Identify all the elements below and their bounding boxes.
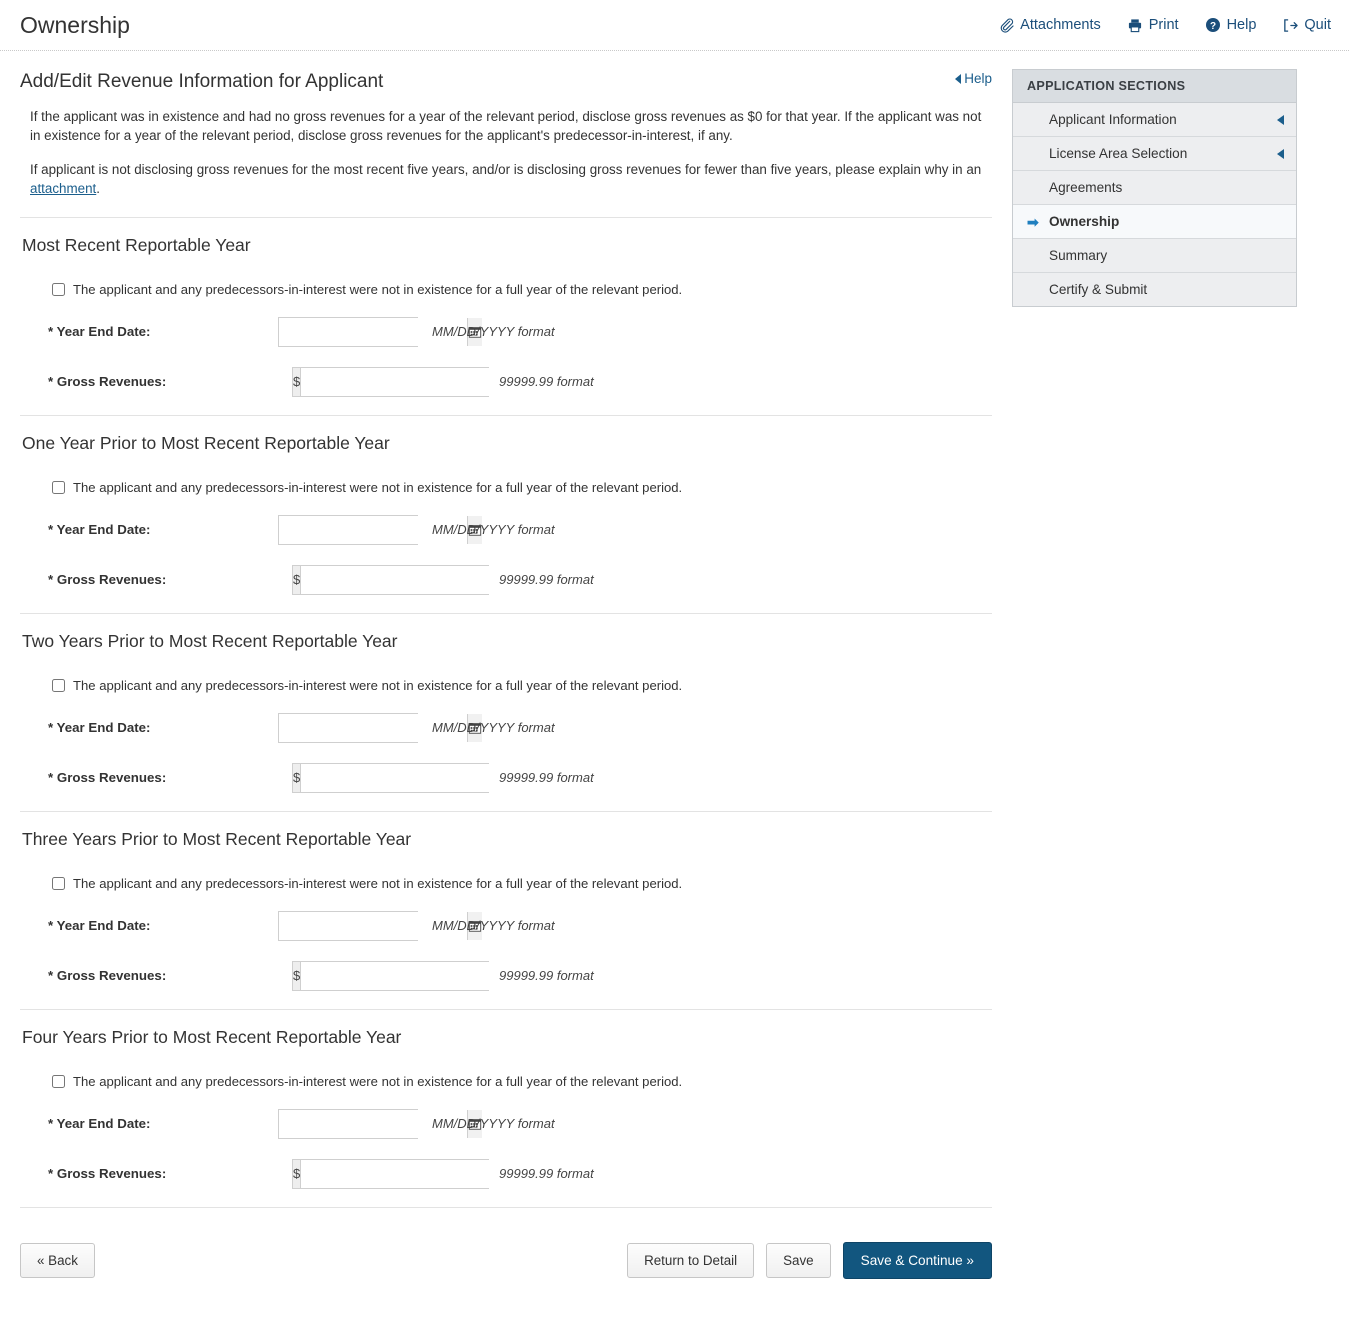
application-sections-panel (1012, 69, 1297, 307)
not-in-existence-row (52, 678, 992, 693)
gross-revenues-input[interactable] (301, 764, 489, 792)
not-in-existence-checkbox[interactable] (52, 481, 65, 494)
gross-revenues-field[interactable] (292, 367, 489, 397)
exit-icon (1282, 18, 1298, 33)
year-block (20, 1010, 992, 1189)
gross-revenues-label: * Gross Revenues: (48, 374, 167, 390)
gross-revenues-label: * Gross Revenues: (48, 770, 167, 786)
attachments-button[interactable] (999, 17, 1101, 33)
currency-prefix: $ (293, 962, 301, 990)
money-format-hint: 99999.99 format (499, 1166, 594, 1182)
year-end-date-label: * Year End Date: (48, 918, 151, 934)
gross-revenues-field[interactable] (292, 961, 489, 991)
year-end-date-row (20, 515, 992, 545)
sidebar-item-applicant-information[interactable] (1013, 103, 1296, 137)
gross-revenues-field[interactable] (292, 1159, 489, 1189)
chevron-left-icon (1277, 149, 1284, 159)
not-in-existence-row (52, 480, 992, 495)
date-format-hint: MM/DD/YYYY format (432, 1116, 555, 1132)
quit-button[interactable] (1282, 17, 1331, 33)
year-end-date-row (20, 1109, 992, 1139)
date-format-hint: MM/DD/YYYY format (432, 918, 555, 934)
year-end-date-field[interactable] (278, 317, 418, 347)
help-circle-icon (1205, 17, 1221, 33)
year-end-date-row (20, 911, 992, 941)
section-help-label: Help (964, 71, 992, 86)
currency-prefix: $ (293, 1160, 301, 1188)
gross-revenues-row (20, 367, 992, 397)
gross-revenues-field[interactable] (292, 565, 489, 595)
sidebar-item-label: Certify & Submit (1049, 282, 1148, 297)
footer-button-group (627, 1242, 992, 1279)
money-format-hint: 99999.99 format (499, 572, 594, 588)
sidebar-item-license-area-selection[interactable] (1013, 137, 1296, 171)
gross-revenues-row (20, 565, 992, 595)
print-label: Print (1148, 17, 1179, 33)
not-in-existence-checkbox[interactable] (52, 679, 65, 692)
sidebar-item-summary[interactable] (1013, 239, 1296, 273)
money-format-hint: 99999.99 format (499, 968, 594, 984)
date-format-hint: MM/DD/YYYY format (432, 720, 555, 736)
top-bar (0, 0, 1349, 51)
money-format-hint: 99999.99 format (499, 770, 594, 786)
year-block (20, 416, 992, 595)
top-bar-actions (999, 17, 1331, 33)
not-in-existence-label: The applicant and any predecessors-in-interest were not in existence for a full year of the relevant period. (73, 875, 683, 891)
svg-text:?: ? (1209, 21, 1216, 32)
form-footer (20, 1242, 992, 1305)
gross-revenues-field[interactable] (292, 763, 489, 793)
chevron-left-icon (1277, 115, 1284, 125)
year-end-date-field[interactable] (278, 1109, 418, 1139)
not-in-existence-checkbox[interactable] (52, 1075, 65, 1088)
year-block-title: One Year Prior to Most Recent Reportable Year (22, 432, 390, 453)
gross-revenues-input[interactable] (301, 1160, 489, 1188)
gross-revenues-input[interactable] (301, 368, 489, 396)
help-label: Help (1226, 17, 1257, 33)
gross-revenues-row (20, 763, 992, 793)
sidebar-item-label: Agreements (1049, 180, 1123, 195)
gross-revenues-label: * Gross Revenues: (48, 572, 167, 588)
intro-paragraph-2 (30, 160, 992, 199)
help-button[interactable] (1205, 17, 1257, 33)
attachment-link[interactable]: attachment (30, 181, 97, 197)
print-button[interactable] (1127, 17, 1179, 33)
gross-revenues-label: * Gross Revenues: (48, 1166, 167, 1182)
not-in-existence-label: The applicant and any predecessors-in-interest were not in existence for a full year of the relevant period. (73, 281, 683, 297)
intro-paragraph-1: If the applicant was in existence and had no gross revenues for a year of the relevant period, disclose gross revenues as $0 for that year. If the applicant was not in existence for a year of the relevant period, disclose gross revenues for the applicant's predecessor-in-interest, if any. (30, 109, 982, 144)
quit-label: Quit (1304, 17, 1331, 33)
year-block (20, 218, 992, 397)
currency-prefix: $ (293, 368, 301, 396)
page-title: Ownership (20, 11, 130, 38)
not-in-existence-label: The applicant and any predecessors-in-interest were not in existence for a full year of the relevant period. (73, 479, 683, 495)
sidebar-item-label: License Area Selection (1049, 146, 1188, 161)
save-button[interactable]: Save (766, 1243, 831, 1278)
year-block-title: Three Years Prior to Most Recent Reportable Year (22, 828, 412, 849)
section-help-link[interactable] (955, 71, 992, 86)
not-in-existence-row (52, 282, 992, 297)
back-button[interactable]: « Back (20, 1243, 95, 1278)
not-in-existence-checkbox[interactable] (52, 283, 65, 296)
money-format-hint: 99999.99 format (499, 374, 594, 390)
not-in-existence-row (52, 876, 992, 891)
help-caret-icon (955, 74, 961, 84)
gross-revenues-row (20, 1159, 992, 1189)
attachments-label: Attachments (1020, 17, 1101, 33)
year-block-title: Most Recent Reportable Year (22, 234, 251, 255)
year-block (20, 614, 992, 793)
sidebar-item-ownership[interactable] (1013, 205, 1296, 239)
year-end-date-field[interactable] (278, 515, 418, 545)
application-sections-heading: APPLICATION SECTIONS (1013, 70, 1296, 103)
year-end-date-field[interactable] (278, 911, 418, 941)
sidebar (1012, 51, 1312, 307)
printer-icon (1127, 18, 1143, 33)
not-in-existence-row (52, 1074, 992, 1089)
not-in-existence-label: The applicant and any predecessors-in-interest were not in existence for a full year of the relevant period. (73, 1073, 683, 1089)
year-end-date-row (20, 713, 992, 743)
date-format-hint: MM/DD/YYYY format (432, 522, 555, 538)
current-section-arrow-icon: ➡ (1027, 213, 1039, 230)
sidebar-item-label: Ownership (1049, 214, 1120, 229)
save-and-continue-button[interactable]: Save & Continue » (843, 1242, 992, 1279)
divider (20, 1207, 992, 1208)
intro-paragraph-2-post: . (96, 181, 100, 197)
sidebar-item-label: Summary (1049, 248, 1108, 263)
gross-revenues-row (20, 961, 992, 991)
year-end-date-label: * Year End Date: (48, 720, 151, 736)
year-end-date-row (20, 317, 992, 347)
date-format-hint: MM/DD/YYYY format (432, 324, 555, 340)
year-end-date-label: * Year End Date: (48, 324, 151, 340)
sidebar-item-agreements[interactable] (1013, 171, 1296, 205)
gross-revenues-label: * Gross Revenues: (48, 968, 167, 984)
year-block (20, 812, 992, 991)
paperclip-icon (999, 18, 1014, 33)
year-block-title: Four Years Prior to Most Recent Reportable Year (22, 1026, 402, 1047)
year-end-date-field[interactable] (278, 713, 418, 743)
intro-paragraph-2-pre: If applicant is not disclosing gross revenues for the most recent five years, and/or is disclosing gross revenues for fewer than five years, please explain why in an (30, 161, 982, 177)
year-end-date-label: * Year End Date: (48, 1116, 151, 1132)
year-end-date-label: * Year End Date: (48, 522, 151, 538)
not-in-existence-label: The applicant and any predecessors-in-interest were not in existence for a full year of the relevant period. (73, 677, 683, 693)
sidebar-item-label: Applicant Information (1049, 112, 1177, 127)
year-block-title: Two Years Prior to Most Recent Reportable Year (22, 630, 398, 651)
section-title: Add/Edit Revenue Information for Applicant (20, 71, 384, 92)
gross-revenues-input[interactable] (301, 962, 489, 990)
main-column (0, 51, 1012, 1305)
return-to-detail-button[interactable]: Return to Detail (627, 1243, 754, 1278)
section-header (20, 51, 992, 93)
gross-revenues-input[interactable] (301, 566, 489, 594)
currency-prefix: $ (293, 764, 301, 792)
currency-prefix: $ (293, 566, 301, 594)
sidebar-item-certify-and-submit[interactable] (1013, 273, 1296, 306)
content-area (0, 51, 1349, 1305)
not-in-existence-checkbox[interactable] (52, 877, 65, 890)
